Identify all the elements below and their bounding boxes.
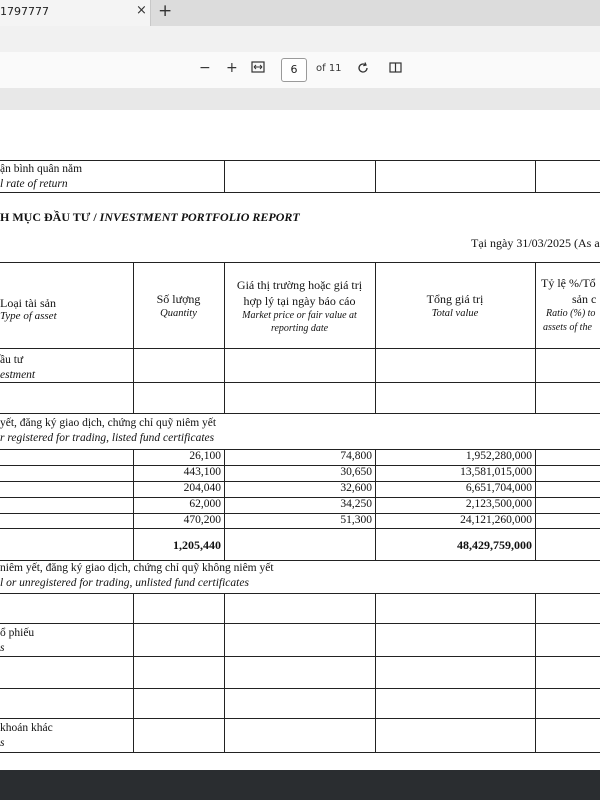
header-qty-vn: Số lượng	[156, 292, 201, 306]
two-page-view-icon[interactable]	[389, 61, 402, 78]
unlisted-section-vn: niêm yết, đăng ký giao dịch, chứng chỉ quỹ không niêm yết	[0, 562, 274, 574]
new-tab-button[interactable]: +	[158, 1, 173, 21]
row-4-qty: 62,000	[189, 498, 221, 510]
row-3-price: 32,600	[340, 482, 372, 494]
rule	[133, 449, 134, 560]
rule	[0, 688, 600, 689]
rule	[0, 560, 600, 561]
row-2-qty: 443,100	[183, 466, 221, 478]
fit-page-icon[interactable]	[251, 61, 265, 77]
row-1-price: 74,800	[340, 450, 372, 462]
row-3-qty: 204,040	[183, 482, 221, 494]
row-2-price: 30,650	[340, 466, 372, 478]
rotate-icon[interactable]	[356, 61, 370, 79]
header-asset-en: Type of asset	[0, 310, 57, 322]
browser-tab[interactable]	[0, 0, 151, 26]
row-4-price: 34,250	[340, 498, 372, 510]
row-shares-en: s	[0, 642, 5, 654]
rule	[224, 160, 225, 192]
listed-section-vn: yết, đăng ký giao dịch, chứng chỉ quỹ niêm yết	[0, 417, 217, 429]
rule	[0, 593, 600, 594]
rule	[535, 262, 536, 413]
pdf-page	[0, 110, 600, 770]
section-title	[0, 210, 300, 225]
rule	[0, 192, 600, 193]
rule	[0, 382, 600, 383]
close-icon[interactable]: ×	[136, 3, 147, 18]
rule	[535, 160, 536, 192]
page-number-input[interactable]: 6	[281, 58, 307, 82]
subtotal-qty: 1,205,440	[173, 538, 221, 552]
report-date: Tại ngày 31/03/2025 (As a	[471, 236, 600, 250]
address-area	[0, 26, 600, 52]
header-price-vn1: Giá thị trường hoặc giá trị	[236, 278, 363, 292]
header-asset-vn: Loại tài sản	[0, 296, 56, 310]
rule	[0, 752, 600, 753]
page-total: of 11	[316, 63, 342, 74]
rule	[0, 160, 600, 161]
rule	[375, 449, 376, 560]
header-qty-en: Quantity	[160, 308, 197, 319]
rule	[375, 160, 376, 192]
browser-tab-strip	[0, 0, 600, 26]
rule	[0, 656, 600, 657]
pdf-toolbar	[0, 52, 600, 89]
rule	[224, 593, 225, 752]
header-ratio-en2: assets of the	[543, 322, 592, 333]
rule	[133, 593, 134, 752]
unlisted-section-en: l or unregistered for trading, unlisted fund certificates	[0, 577, 249, 589]
row-other-en: s	[0, 737, 5, 749]
section-title-en: INVESTMENT PORTFOLIO REPORT	[99, 210, 300, 224]
row-other-vn: khoán khác	[0, 722, 53, 734]
header-total-en: Total value	[431, 308, 479, 319]
header-ratio-en1: Ratio (%) to	[546, 308, 596, 319]
header-price-vn2: hợp lý tại ngày báo cáo	[243, 294, 356, 308]
section-title-vn: H MỤC ĐẦU TƯ /	[0, 210, 100, 224]
row-invest-en: estment	[0, 369, 36, 381]
header-total-vn: Tổng giá trị	[426, 292, 484, 306]
rule	[224, 449, 225, 560]
zoom-out-button[interactable]: −	[199, 60, 211, 76]
rule	[0, 623, 600, 624]
rule	[0, 718, 600, 719]
rule	[0, 262, 600, 263]
header-price-en2: reporting date	[270, 323, 329, 334]
prev-row-label-en: l rate of return	[0, 178, 68, 190]
header-price-en1: Market price or fair value at	[242, 310, 357, 321]
rule	[535, 449, 536, 560]
row-invest-vn: ầu tư	[0, 354, 24, 366]
header-ratio-vn2: sản c	[572, 292, 597, 306]
row-3-total: 6,651,704,000	[465, 482, 532, 494]
row-4-total: 2,123,500,000	[465, 498, 532, 510]
tab-title: 1797777	[0, 5, 49, 18]
row-1-qty: 26,100	[189, 450, 221, 462]
row-2-total: 13,581,015,000	[460, 466, 532, 478]
zoom-in-button[interactable]: +	[226, 60, 238, 76]
taskbar	[0, 770, 600, 800]
row-5-qty: 470,200	[183, 514, 221, 526]
subtotal-total: 48,429,759,000	[457, 538, 532, 552]
rule	[375, 593, 376, 752]
listed-section-en: r registered for trading, listed fund certificates	[0, 432, 215, 444]
rule	[535, 593, 536, 752]
rule	[0, 348, 600, 349]
rule	[0, 528, 600, 529]
rule	[375, 262, 376, 413]
viewer-gap	[0, 88, 600, 110]
row-5-price: 51,300	[340, 514, 372, 526]
row-shares-vn: ổ phiếu	[0, 627, 35, 639]
rule	[133, 262, 134, 413]
header-ratio-vn1: Tỷ lệ %/Tổ	[541, 276, 596, 290]
row-1-total: 1,952,280,000	[465, 450, 532, 462]
prev-row-label-vn: ận bình quân năm	[0, 163, 83, 175]
row-5-total: 24,121,260,000	[460, 514, 532, 526]
rule	[0, 413, 600, 414]
